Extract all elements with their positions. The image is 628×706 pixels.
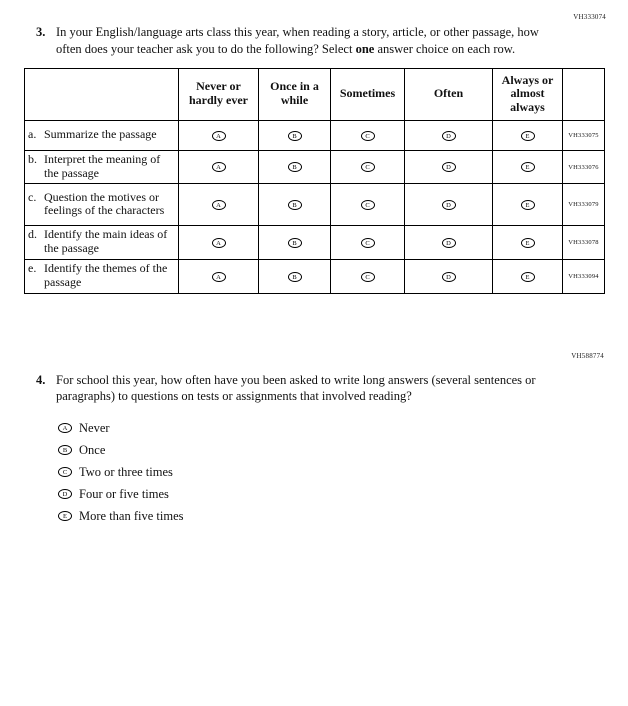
answer-cell [179, 184, 259, 226]
answer-bubble[interactable]: D [442, 272, 456, 282]
answer-cell [493, 226, 563, 260]
answer-bubble[interactable]: E [521, 200, 535, 210]
answer-cell [405, 150, 493, 184]
answer-bubble[interactable]: C [361, 162, 375, 172]
answer-bubble[interactable]: E [521, 131, 535, 141]
answer-bubble[interactable]: C [58, 467, 72, 477]
column-header-sometimes: Sometimes [331, 68, 405, 120]
answer-bubble[interactable]: A [212, 200, 226, 210]
question-3-bold-word: one [355, 41, 375, 56]
answer-cell [493, 120, 563, 150]
q3-answer-table [24, 68, 605, 294]
question-4 [36, 372, 556, 406]
table-row [25, 184, 605, 226]
answer-bubble[interactable]: A [212, 272, 226, 282]
row-code: VH333079 [563, 184, 605, 226]
row-letter: d. [28, 227, 37, 242]
answer-bubble[interactable]: C [361, 238, 375, 248]
empty-header-cell [25, 68, 179, 120]
answer-cell [259, 226, 331, 260]
option-label: More than five times [79, 508, 184, 523]
answer-bubble[interactable]: C [361, 272, 375, 282]
row-letter: e. [28, 260, 37, 275]
answer-cell [405, 226, 493, 260]
answer-bubble[interactable]: E [521, 272, 535, 282]
answer-cell [259, 120, 331, 150]
answer-bubble[interactable]: B [288, 238, 302, 248]
option-label: Two or three times [79, 464, 173, 479]
table-row [25, 120, 605, 150]
answer-bubble[interactable]: B [58, 445, 72, 455]
option-two-or-three-times[interactable] [58, 461, 628, 483]
row-label-cell [25, 259, 179, 293]
answer-cell [259, 259, 331, 293]
question-3 [36, 0, 556, 58]
answer-cell [331, 259, 405, 293]
row-label: Identify the main ideas of the passage [44, 227, 168, 256]
answer-bubble[interactable]: A [58, 423, 72, 433]
answer-cell [405, 184, 493, 226]
table-row [25, 259, 605, 293]
answer-bubble[interactable]: A [212, 131, 226, 141]
option-label: Once [79, 442, 106, 457]
answer-cell [259, 184, 331, 226]
form-code-top: VH333074 [573, 13, 606, 21]
table-row [25, 150, 605, 184]
question-3-text-part1: In your English/language arts class this year, when reading a story, article, or other passage, how often does your teacher ask you to do the following? Select [56, 25, 539, 56]
table-header-row [25, 68, 605, 120]
answer-cell [405, 120, 493, 150]
option-label: Never [79, 420, 110, 435]
answer-bubble[interactable]: D [442, 131, 456, 141]
answer-cell [179, 259, 259, 293]
answer-cell [331, 184, 405, 226]
form-code-mid: VH588774 [571, 352, 604, 360]
question-4-number: 4. [36, 372, 46, 387]
answer-cell [331, 150, 405, 184]
answer-bubble[interactable]: D [442, 162, 456, 172]
answer-cell [331, 120, 405, 150]
answer-bubble[interactable]: A [212, 238, 226, 248]
answer-cell [259, 150, 331, 184]
empty-header-code-cell [563, 68, 605, 120]
row-label: Question the motives or feelings of the characters [44, 189, 165, 218]
row-code: VH333094 [563, 259, 605, 293]
option-once[interactable] [58, 439, 628, 461]
row-code: VH333078 [563, 226, 605, 260]
answer-bubble[interactable]: B [288, 131, 302, 141]
answer-bubble[interactable]: E [58, 511, 72, 521]
row-label: Summarize the passage [44, 126, 157, 141]
column-header-never: Never or hardly ever [179, 68, 259, 120]
row-code: VH333075 [563, 120, 605, 150]
answer-bubble[interactable]: B [288, 200, 302, 210]
answer-bubble[interactable]: B [288, 162, 302, 172]
answer-bubble[interactable]: C [361, 131, 375, 141]
row-letter: b. [28, 151, 37, 166]
option-four-or-five-times[interactable] [58, 483, 628, 505]
question-3-number: 3. [36, 25, 46, 39]
column-header-once-in-a-while: Once in a while [259, 68, 331, 120]
option-more-than-five-times[interactable] [58, 505, 628, 527]
answer-cell [405, 259, 493, 293]
answer-cell [493, 259, 563, 293]
row-label-cell [25, 184, 179, 226]
answer-cell [493, 150, 563, 184]
answer-bubble[interactable]: A [212, 162, 226, 172]
row-letter: a. [28, 126, 37, 141]
answer-bubble[interactable]: D [442, 238, 456, 248]
answer-bubble[interactable]: D [58, 489, 72, 499]
row-label-cell [25, 120, 179, 150]
column-header-always: Always or almost always [493, 68, 563, 120]
question-3-text [56, 24, 556, 58]
question-3-text-part2: answer choice on each row. [374, 41, 516, 56]
option-never[interactable] [58, 417, 628, 439]
answer-bubble[interactable]: E [521, 162, 535, 172]
row-label: Interpret the meaning of the passage [44, 151, 161, 180]
answer-cell [179, 120, 259, 150]
answer-bubble[interactable]: D [442, 200, 456, 210]
answer-cell [331, 226, 405, 260]
answer-bubble[interactable]: C [361, 200, 375, 210]
question-4-text: For school this year, how often have you been asked to write long answers (several sentences or paragraphs) to questions on tests or assignments that involved reading? [56, 372, 536, 404]
option-label: Four or five times [79, 486, 169, 501]
answer-cell [179, 150, 259, 184]
row-label-cell [25, 150, 179, 184]
answer-cell [179, 226, 259, 260]
answer-bubble[interactable]: B [288, 272, 302, 282]
row-label-cell [25, 226, 179, 260]
answer-bubble[interactable]: E [521, 238, 535, 248]
row-letter: c. [28, 189, 37, 204]
answer-cell [493, 184, 563, 226]
question-4-options [58, 417, 628, 527]
table-row [25, 226, 605, 260]
row-code: VH333076 [563, 150, 605, 184]
row-label: Identify the themes of the passage [44, 260, 168, 289]
column-header-often: Often [405, 68, 493, 120]
